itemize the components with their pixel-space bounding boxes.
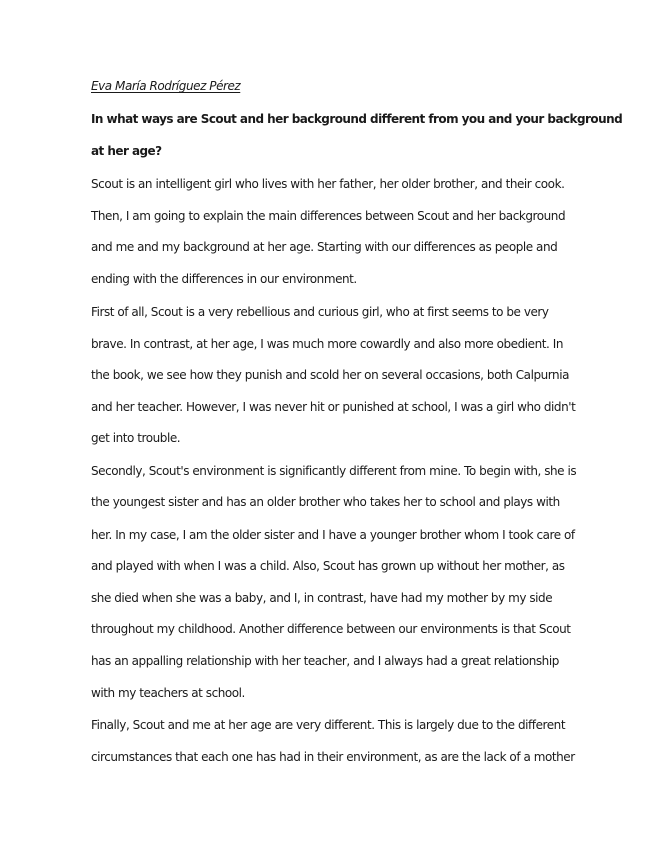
- body-line: her. In my case, I am the older sister and I have a younger brother whom I took care of: [91, 528, 575, 542]
- body-line: Then, I am going to explain the main differences between Scout and her background: [91, 209, 566, 223]
- body-line: Finally, Scout and me at her age are very different. This is largely due to the different: [91, 718, 566, 732]
- question-line-2: at her age?: [91, 144, 162, 158]
- body-line: and her teacher. However, I was never hit or punished at school, I was a girl who didn't: [91, 400, 576, 414]
- question-line-1: In what ways are Scout and her background different from you and your background: [91, 112, 623, 126]
- body-line: with my teachers at school.: [91, 686, 245, 700]
- body-line: get into trouble.: [91, 431, 181, 445]
- body-line: and me and my background at her age. Starting with our differences as people and: [91, 240, 558, 254]
- body-line: Secondly, Scout's environment is significantly different from mine. To begin with, she is: [91, 464, 577, 478]
- body-line: Scout is an intelligent girl who lives with her father, her older brother, and their cook.: [91, 177, 565, 191]
- body-line: brave. In contrast, at her age, I was much more cowardly and also more obedient. In: [91, 337, 563, 351]
- body-line: ending with the differences in our environment.: [91, 272, 357, 286]
- body-line: has an appalling relationship with her teacher, and I always had a great relationship: [91, 654, 559, 668]
- body-line: throughout my childhood. Another difference between our environments is that Scout: [91, 622, 571, 636]
- body-line: she died when she was a baby, and I, in contrast, have had my mother by my side: [91, 591, 553, 605]
- body-line: and played with when I was a child. Also, Scout has grown up without her mother, as: [91, 559, 565, 573]
- body-line: the youngest sister and has an older brother who takes her to school and plays with: [91, 495, 560, 509]
- body-line: circumstances that each one has had in their environment, as are the lack of a mother: [91, 750, 575, 764]
- body-line: the book, we see how they punish and scold her on several occasions, both Calpurnia: [91, 368, 569, 382]
- body-line: First of all, Scout is a very rebellious and curious girl, who at first seems to be very: [91, 305, 549, 319]
- author-name: Eva María Rodríguez Pérez: [91, 79, 241, 93]
